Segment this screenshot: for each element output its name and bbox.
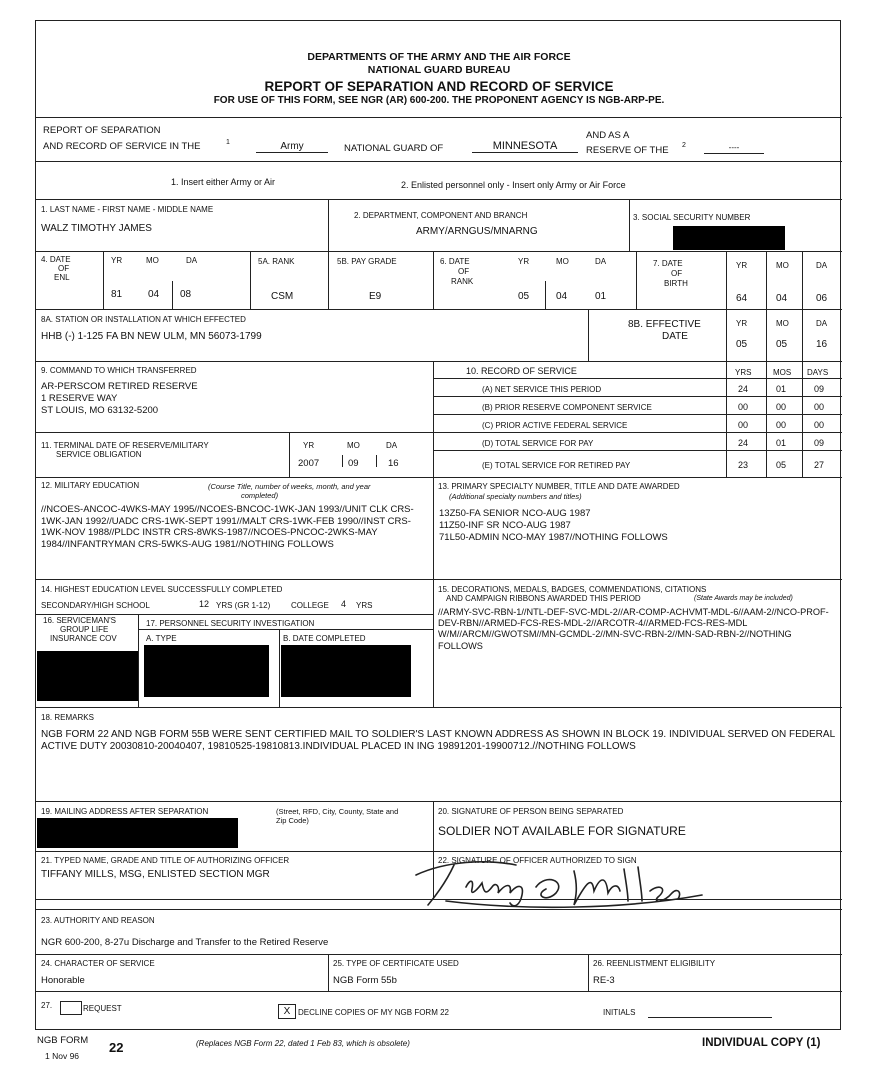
state-field: MINNESOTA: [472, 141, 578, 153]
block-7-label: OF: [671, 269, 683, 278]
block-19-hint: (Street, RFD, City, County, State and: [276, 807, 399, 816]
transfer-line: ST LOUIS, MO 63132-5200: [41, 405, 159, 416]
transfer-line: 1 RESERVE WAY: [41, 393, 118, 404]
rule: [726, 361, 727, 477]
rule: [433, 361, 434, 707]
service-field: Army: [256, 141, 328, 153]
name-field: WALZ TIMOTHY JAMES: [41, 223, 152, 234]
rule: [36, 361, 842, 362]
rule: [433, 251, 434, 309]
block-27-label: 27.: [41, 1001, 53, 1010]
rule: [328, 251, 329, 309]
specialty-line: 71L50-ADMIN NCO-MAY 1987//NOTHING FOLLOWS: [439, 532, 668, 543]
rank-field: CSM: [271, 291, 294, 302]
request-checkbox[interactable]: [60, 1001, 82, 1015]
birth-day: 06: [816, 293, 828, 304]
replaces-note: (Replaces NGB Form 22, dated 1 Feb 83, which is obsolete): [196, 1039, 410, 1048]
mos-header: MOS: [773, 368, 792, 377]
rule: [766, 251, 767, 309]
decline-label: DECLINE COPIES OF MY NGB FORM 22: [298, 1008, 449, 1017]
da-header: DA: [595, 257, 607, 266]
report-of-separation-form: [35, 20, 841, 1030]
rule: [376, 455, 377, 467]
rule: [36, 432, 842, 433]
block-14-label: 14. HIGHEST EDUCATION LEVEL SUCCESSFULLY COMPLETED: [41, 585, 283, 594]
block-6-label: RANK: [451, 277, 474, 286]
service-row-yrs: 24: [738, 384, 749, 394]
effective-year: 05: [736, 339, 748, 350]
block-13-hint: (Additional specialty numbers and titles): [449, 492, 582, 501]
days-header: DAYS: [807, 368, 829, 377]
block-2-label: 2. DEPARTMENT, COMPONENT AND BRANCH: [354, 211, 528, 220]
type-label: A. TYPE: [146, 634, 177, 643]
effective-month: 05: [776, 339, 788, 350]
yr-header: YR: [736, 319, 748, 328]
officer-signature: [406, 853, 706, 915]
footnote-2: 2. Enlisted personnel only - Insert only Army or Air Force: [401, 180, 626, 190]
rule: [36, 251, 842, 252]
rule: [103, 251, 104, 309]
secondary-years: 12: [199, 599, 210, 609]
block-19-hint: Zip Code): [276, 816, 309, 825]
block-7-label: BIRTH: [664, 279, 688, 288]
block-1-label: 1. LAST NAME - FIRST NAME - MIDDLE NAME: [41, 205, 214, 214]
rule: [636, 251, 637, 309]
block-16-label: INSURANCE COV: [50, 634, 117, 643]
footnote-marker: 2: [682, 142, 686, 149]
service-row-label: (B) PRIOR RESERVE COMPONENT SERVICE: [482, 403, 652, 412]
da-header: DA: [816, 261, 828, 270]
rule: [726, 309, 727, 361]
rule: [433, 396, 842, 397]
date-completed-label: B. DATE COMPLETED: [283, 634, 366, 643]
rule: [802, 251, 803, 309]
rule: [726, 251, 727, 309]
header-proponent: FOR USE OF THIS FORM, SEE NGR (AR) 600-200. THE PROPONENT AGENCY IS NGB-ARP-PE.: [213, 95, 665, 106]
enl-month: 04: [148, 289, 160, 300]
rule: [36, 117, 842, 118]
character-field: Honorable: [41, 975, 85, 986]
block-5b-label: 5B. PAY GRADE: [337, 257, 397, 266]
rule: [802, 309, 803, 361]
service-row-mos: 01: [776, 384, 787, 394]
obligation-year: 2007: [298, 458, 320, 469]
decline-checkbox[interactable]: X: [278, 1004, 296, 1019]
transfer-line: AR-PERSCOM RETIRED RESERVE: [41, 381, 198, 392]
effective-day: 16: [816, 339, 828, 350]
rule: [588, 954, 589, 991]
yr-header: YR: [518, 257, 530, 266]
block-8a-label: 8A. STATION OR INSTALLATION AT WHICH EFFECTED: [41, 315, 246, 324]
authority-field: NGR 600-200, 8-27u Discharge and Transfer to the Retired Reserve: [41, 937, 329, 948]
da-header: DA: [816, 319, 828, 328]
da-header: DA: [186, 256, 198, 265]
header-title: REPORT OF SEPARATION AND RECORD OF SERVICE: [264, 79, 614, 94]
rule: [342, 455, 343, 467]
college-label: COLLEGE: [291, 601, 329, 610]
rule: [36, 991, 842, 992]
block-11-label: SERVICE OBLIGATION: [56, 450, 142, 459]
block-5a-label: 5A. RANK: [258, 257, 295, 266]
rank-date-year: 05: [518, 291, 530, 302]
rule: [279, 629, 280, 707]
rank-date-month: 04: [556, 291, 568, 302]
block-10-label: 10. RECORD OF SERVICE: [466, 366, 577, 376]
and-as-label: AND AS A: [586, 130, 630, 141]
block-23-label: 23. AUTHORITY AND REASON: [41, 916, 155, 925]
rule: [36, 477, 842, 478]
enl-year: 81: [111, 289, 123, 300]
rule: [36, 954, 842, 955]
yr-header: YR: [111, 256, 123, 265]
block-4-label: OF: [58, 264, 70, 273]
block-24-label: 24. CHARACTER OF SERVICE: [41, 959, 155, 968]
secondary-label: SECONDARY/HIGH SCHOOL: [41, 601, 150, 610]
service-row-mos: 05: [776, 460, 787, 470]
reenlistment-field: RE-3: [593, 975, 615, 986]
station-field: HHB (-) 1-125 FA BN NEW ULM, MN 56073-1799: [41, 331, 262, 342]
block-15-hint: (State Awards may be included): [694, 595, 793, 602]
rule: [289, 432, 290, 477]
investigation-date-redaction: [281, 645, 411, 697]
block-16-label: 16. SERVICEMAN'S: [43, 616, 116, 625]
mo-header: MO: [556, 257, 569, 266]
specialty-line: 11Z50-INF SR NCO-AUG 1987: [439, 520, 571, 531]
block-12-hint: (Course Title, number of weeks, month, and year: [208, 482, 371, 491]
block-19-label: 19. MAILING ADDRESS AFTER SEPARATION: [41, 807, 209, 816]
rule: [36, 199, 842, 200]
form-number: 22: [109, 1040, 124, 1055]
mo-header: MO: [776, 319, 789, 328]
rule: [138, 629, 433, 630]
decorations-text: //ARMY-SVC-RBN-1//NTL-DEF-SVC-MDL-2//AR-COMP-ACHVMT-MDL-6//AAM-2//NCO-PROF-DEV-RBN//ARMED-FCS-RES-MDL-2//ARCOTR-4//ARMED-FCS-RES-MDL W/M//ARCM//GWOTSM//MN-GCMDL-2//MN-SVC-RBN-2//MN-SAD-RBN-2//NOTHING FOLLOWS: [438, 607, 829, 651]
enl-day: 08: [180, 289, 192, 300]
reserve-field: ----: [704, 142, 764, 154]
separated-signature-field: SOLDIER NOT AVAILABLE FOR SIGNATURE: [438, 824, 686, 838]
rule: [36, 161, 842, 162]
rule: [802, 361, 803, 477]
rule: [588, 309, 589, 361]
college-years: 4: [341, 599, 347, 609]
service-row-days: 00: [814, 402, 825, 412]
block-4-label: ENL: [54, 273, 70, 282]
service-row-yrs: 00: [738, 420, 749, 430]
block-20-label: 20. SIGNATURE OF PERSON BEING SEPARATED: [438, 807, 624, 816]
request-label: REQUEST: [83, 1004, 122, 1013]
block-3-label: 3. SOCIAL SECURITY NUMBER: [633, 213, 751, 222]
yr-header: YR: [303, 441, 315, 450]
service-row-yrs: 00: [738, 402, 749, 412]
rule: [250, 251, 251, 309]
rule: [36, 851, 842, 852]
service-row-days: 09: [814, 438, 825, 448]
service-row-mos: 01: [776, 438, 787, 448]
initials-line: [648, 1017, 772, 1018]
pay-grade-field: E9: [369, 291, 382, 302]
rank-date-day: 01: [595, 291, 607, 302]
intro-label: REPORT OF SEPARATION: [43, 125, 161, 136]
investigation-type-redaction: [144, 645, 269, 697]
service-row-days: 00: [814, 420, 825, 430]
block-16-label: GROUP LIFE: [60, 625, 109, 634]
form-date: 1 Nov 96: [45, 1051, 80, 1061]
block-15-label: AND CAMPAIGN RIBBONS AWARDED THIS PERIOD: [446, 594, 641, 603]
service-row-mos: 00: [776, 402, 787, 412]
mo-header: MO: [146, 256, 159, 265]
form-label: NGB FORM: [37, 1035, 89, 1046]
secondary-unit: YRS (GR 1-12): [216, 601, 271, 610]
mo-header: MO: [347, 441, 360, 450]
block-6-label: 6. DATE: [440, 257, 470, 266]
mo-header: MO: [776, 261, 789, 270]
block-12-label: 12. MILITARY EDUCATION: [41, 481, 140, 490]
service-row-days: 09: [814, 384, 825, 394]
birth-month: 04: [776, 293, 788, 304]
block-11-label: 11. TERMINAL DATE OF RESERVE/MILITARY: [41, 441, 209, 450]
rule: [138, 614, 139, 707]
intro-label: AND RECORD OF SERVICE IN THE: [43, 141, 201, 152]
yrs-header: YRS: [735, 368, 752, 377]
service-row-label: (E) TOTAL SERVICE FOR RETIRED PAY: [482, 461, 631, 470]
rule: [433, 450, 842, 451]
national-guard-label: NATIONAL GUARD OF: [344, 143, 444, 154]
rule: [766, 361, 767, 477]
initials-label: INITIALS: [603, 1008, 636, 1017]
block-6-label: OF: [458, 267, 470, 276]
da-header: DA: [386, 441, 398, 450]
block-21-label: 21. TYPED NAME, GRADE AND TITLE OF AUTHORIZING OFFICER: [41, 856, 290, 865]
block-17-label: 17. PERSONNEL SECURITY INVESTIGATION: [146, 619, 315, 628]
certificate-field: NGB Form 55b: [333, 975, 397, 986]
rule: [328, 954, 329, 991]
college-unit: YRS: [356, 601, 373, 610]
block-9-label: 9. COMMAND TO WHICH TRANSFERRED: [41, 366, 197, 375]
insurance-redaction: [37, 651, 138, 701]
block-18-label: 18. REMARKS: [41, 713, 94, 722]
service-row-days: 27: [814, 460, 825, 470]
block-7-label: 7. DATE: [653, 259, 683, 268]
block-4-label: 4. DATE: [41, 255, 71, 264]
rule: [172, 281, 173, 309]
rule: [36, 579, 842, 580]
specialty-line: 13Z50-FA SENIOR NCO-AUG 1987: [439, 508, 591, 519]
birth-year: 64: [736, 293, 748, 304]
footnote-1: 1. Insert either Army or Air: [171, 177, 276, 187]
service-row-label: (C) PRIOR ACTIVE FEDERAL SERVICE: [482, 421, 628, 430]
rule: [328, 199, 329, 251]
copy-designation: INDIVIDUAL COPY (1): [702, 1037, 821, 1049]
rule: [36, 801, 842, 802]
rule: [433, 414, 842, 415]
service-row-yrs: 23: [738, 460, 749, 470]
reserve-label: RESERVE OF THE: [586, 145, 669, 156]
department-field: ARMY/ARNGUS/MNARNG: [416, 226, 538, 237]
block-22-label: 22. SIGNATURE OF OFFICER AUTHORIZED TO SIGN: [438, 856, 637, 865]
block-8b-label: DATE: [662, 331, 688, 342]
block-13-label: 13. PRIMARY SPECIALTY NUMBER, TITLE AND DATE AWARDED: [438, 482, 680, 491]
rule: [36, 707, 842, 708]
block-26-label: 26. REENLISTMENT ELIGIBILITY: [593, 959, 716, 968]
footnote-marker: 1: [226, 139, 230, 146]
rule: [36, 309, 842, 310]
rule: [629, 199, 630, 251]
header-bureau: NATIONAL GUARD BUREAU: [367, 64, 511, 76]
obligation-month: 09: [348, 458, 359, 469]
header-department: DEPARTMENTS OF THE ARMY AND THE AIR FORCE: [307, 51, 571, 63]
authorizing-officer-field: TIFFANY MILLS, MSG, ENLISTED SECTION MGR: [41, 869, 270, 880]
block-12-hint: completed): [241, 491, 279, 500]
military-education-text: //NCOES-ANCOC-4WKS-MAY 1995//NCOES-BNCOC-1WK-JAN 1993//UNIT CLK CRS-1WK-JAN 1992//UADC CRS-1WK-SEPT 1991//MALT CRS-1WK-FEB 1990//INST CRS-1WK-NOV 1988//PLDC INSTR CRS-8WKS-1987//NCOES-PNCOC-2WKS-MAY 1984//INFANTRYMAN CRS-5WKS-AUG 1981//NOTHING FOLLOWS: [41, 504, 414, 550]
rule: [433, 378, 842, 379]
rule: [545, 281, 546, 309]
block-8b-label: 8B. EFFECTIVE: [628, 319, 701, 330]
rule: [766, 309, 767, 361]
yr-header: YR: [736, 261, 748, 270]
remarks-text: NGB FORM 22 AND NGB FORM 55B WERE SENT CERTIFIED MAIL TO SOLDIER'S LAST KNOWN ADDRESS AS SHOWN IN BLOCK 19. INDIVIDUAL SERVED ON FEDERAL ACTIVE DUTY 20030810-20040407, 19810525-19810813.INDIVIDUAL PLACED IN ING 19891201-19900712.//NOTHING FOLLOWS: [41, 729, 835, 752]
block-25-label: 25. TYPE OF CERTIFICATE USED: [333, 959, 459, 968]
address-redaction: [37, 818, 238, 848]
service-row-label: (A) NET SERVICE THIS PERIOD: [482, 385, 602, 394]
service-row-mos: 00: [776, 420, 787, 430]
service-row-label: (D) TOTAL SERVICE FOR PAY: [482, 439, 594, 448]
obligation-day: 16: [388, 458, 399, 469]
rule: [36, 614, 433, 615]
block-15-label: 15. DECORATIONS, MEDALS, BADGES, COMMENDATIONS, CITATIONS: [438, 585, 707, 594]
service-row-yrs: 24: [738, 438, 749, 448]
ssn-redaction: [673, 226, 785, 250]
